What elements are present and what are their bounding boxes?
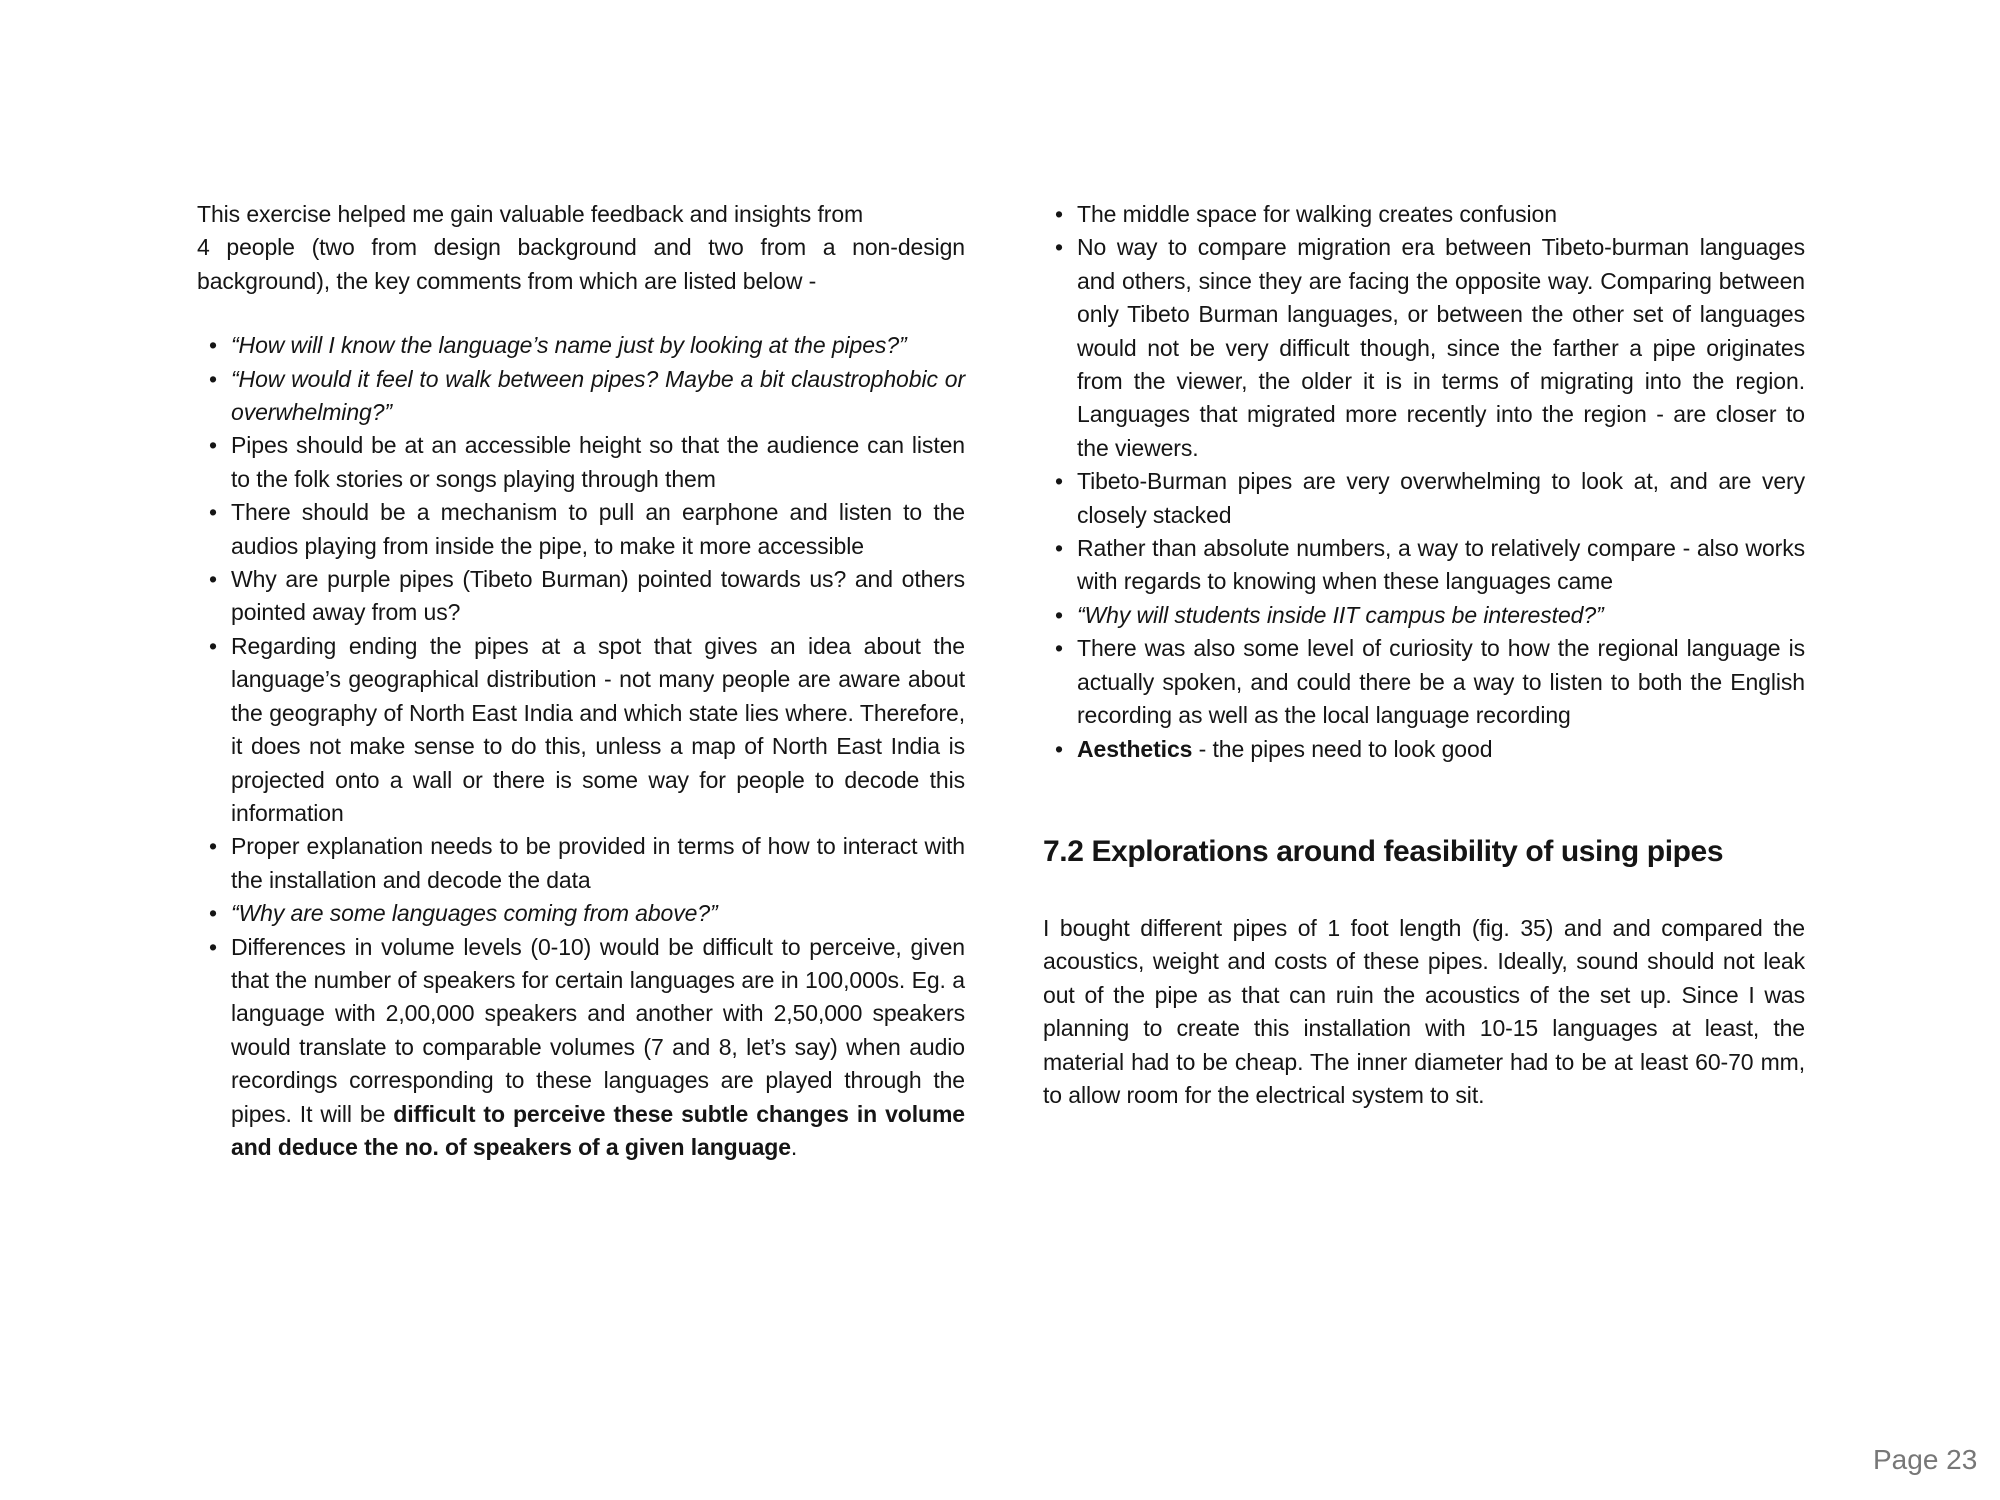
right-column [1043, 198, 1805, 1112]
section-paragraph: I bought different pipes of 1 foot length (fig. 35) and and compared the acoustics, weight and costs of these pipes. Ideally, sound should not leak out of the pipe as that can ruin the acoustics of the set up. Since I was planning to create this installation with 10-15 languages at least, the material had to be cheap. The inner diameter had to be at least 60-70 mm, to allow room for the electrical system to sit. [1043, 914, 1805, 1108]
intro-line-1: This exercise helped me gain valuable feedback and insights from [197, 201, 864, 227]
bullet-bold-text: difficult to perceive these subtle changes in volume and deduce the no. of speakers of a given language [231, 1100, 965, 1160]
bullet-item: • Pipes should be at an accessible height so that the audience can listen to the folk stories or songs playing through them [197, 429, 965, 496]
bullet-item: • There should be a mechanism to pull an earphone and listen to the audios playing from inside the pipe, to make it more accessible [197, 496, 965, 563]
bullet-item: • Regarding ending the pipes at a spot that gives an idea about the language’s geographical distribution - not many people are aware about the geography of North East India and which state lies where. Therefore, it does not make sense to do this, unless a map of North East India is projected onto a wall or there is some way for people to decode this information [197, 630, 965, 830]
feedback-bullet-list-left [197, 329, 965, 1164]
left-column [197, 198, 965, 1164]
bullet-item [197, 931, 965, 1165]
bullet-text: Differences in volume levels (0-10) would be difficult to perceive, given that the number of speakers for certain languages are in 100,000s. Eg. a language with 2,00,000 speakers and another with 2,50,000 speakers would translate to comparable volumes (7 and 8, let’s say) when audio recordings corresponding to these languages are played through the pipes. It will be [231, 933, 965, 1127]
bullet-text: - the pipes need to look good [1192, 735, 1493, 762]
bullet-item: • The middle space for walking creates confusion [1043, 198, 1805, 231]
bullet-item: • Why are purple pipes (Tibeto Burman) pointed towards us? and others pointed away from us? [197, 563, 965, 630]
bullet-item: • “Why are some languages coming from above?” [197, 897, 965, 930]
bullet-item [1043, 733, 1805, 766]
intro-continuation: 4 people (two from design background and two from a non-design background), the key comments from which are listed below - [197, 234, 965, 294]
page-number: Page 23 [1873, 1444, 1978, 1475]
bullet-item: • Tibeto-Burman pipes are very overwhelming to look at, and are very closely stacked [1043, 465, 1805, 532]
bullet-item: • Rather than absolute numbers, a way to relatively compare - also works with regards to knowing when these languages came [1043, 532, 1805, 599]
bullet-item: • No way to compare migration era between Tibeto-burman languages and others, since they are facing the opposite way. Comparing between only Tibeto Burman languages, or between the other set of languages would not be very difficult though, since the farther a pipe originates from the viewer, the older it is in terms of migrating into the region. Languages that migrated more recently into the region - are closer to the viewers. [1043, 231, 1805, 465]
bullet-bold-text: Aesthetics [1077, 735, 1193, 762]
bullet-item: • There was also some level of curiosity to how the regional language is actually spoken, and could there be a way to listen to both the English recording as well as the local language recording [1043, 632, 1805, 732]
bullet-item: • Proper explanation needs to be provided in terms of how to interact with the installation and decode the data [197, 830, 965, 897]
bullet-item: • “How would it feel to walk between pipes? Maybe a bit claustrophobic or overwhelming?” [197, 363, 965, 430]
feedback-bullet-list-right [1043, 198, 1805, 766]
bullet-item: • “Why will students inside IIT campus be interested?” [1043, 599, 1805, 632]
bullet-text-suffix: . [790, 1133, 798, 1160]
section-heading: 7.2 Explorations around feasibility of using pipes [1043, 834, 1724, 868]
intro-paragraph [197, 198, 965, 298]
bullet-item: • “How will I know the language’s name just by looking at the pipes?” [197, 329, 965, 362]
